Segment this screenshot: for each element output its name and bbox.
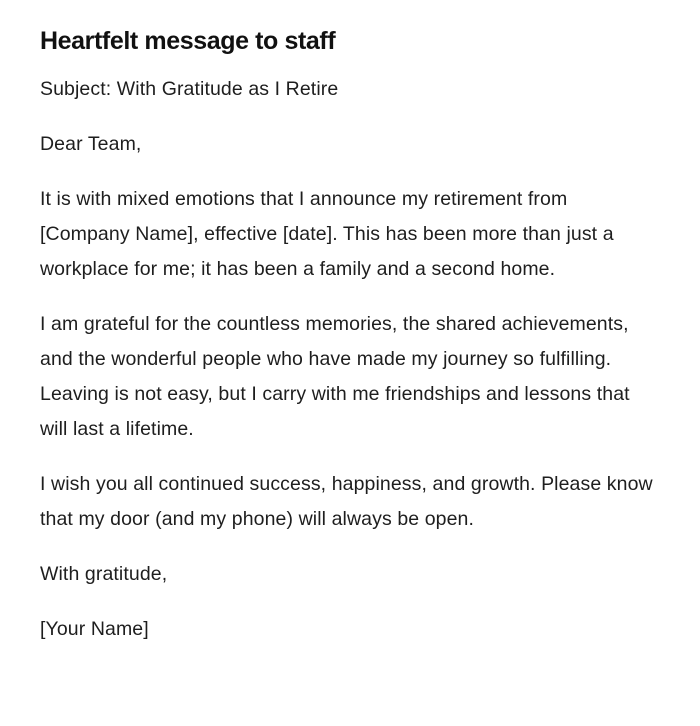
signature: [Your Name] xyxy=(40,618,149,640)
body-paragraph-3: I wish you all continued success, happiness, and growth. Please know that my door (and my phone) will always be open. xyxy=(40,473,653,530)
body-paragraph-1: It is with mixed emotions that I announce my retirement from [Company Name], effective [date]. This has been more than just a workplace for me; it has been a family and a second home. xyxy=(40,188,614,280)
subject-line: Subject: With Gratitude as I Retire xyxy=(40,78,339,100)
page-title: Heartfelt message to staff xyxy=(40,27,336,55)
body-paragraph-2: I am grateful for the countless memories, the shared achievements, and the wonderful people who have made my journey so fulfilling. Leaving is not easy, but I carry with me friendships and lessons that will last a lifetime. xyxy=(40,313,630,440)
greeting: Dear Team, xyxy=(40,133,142,155)
closing: With gratitude, xyxy=(40,563,168,585)
